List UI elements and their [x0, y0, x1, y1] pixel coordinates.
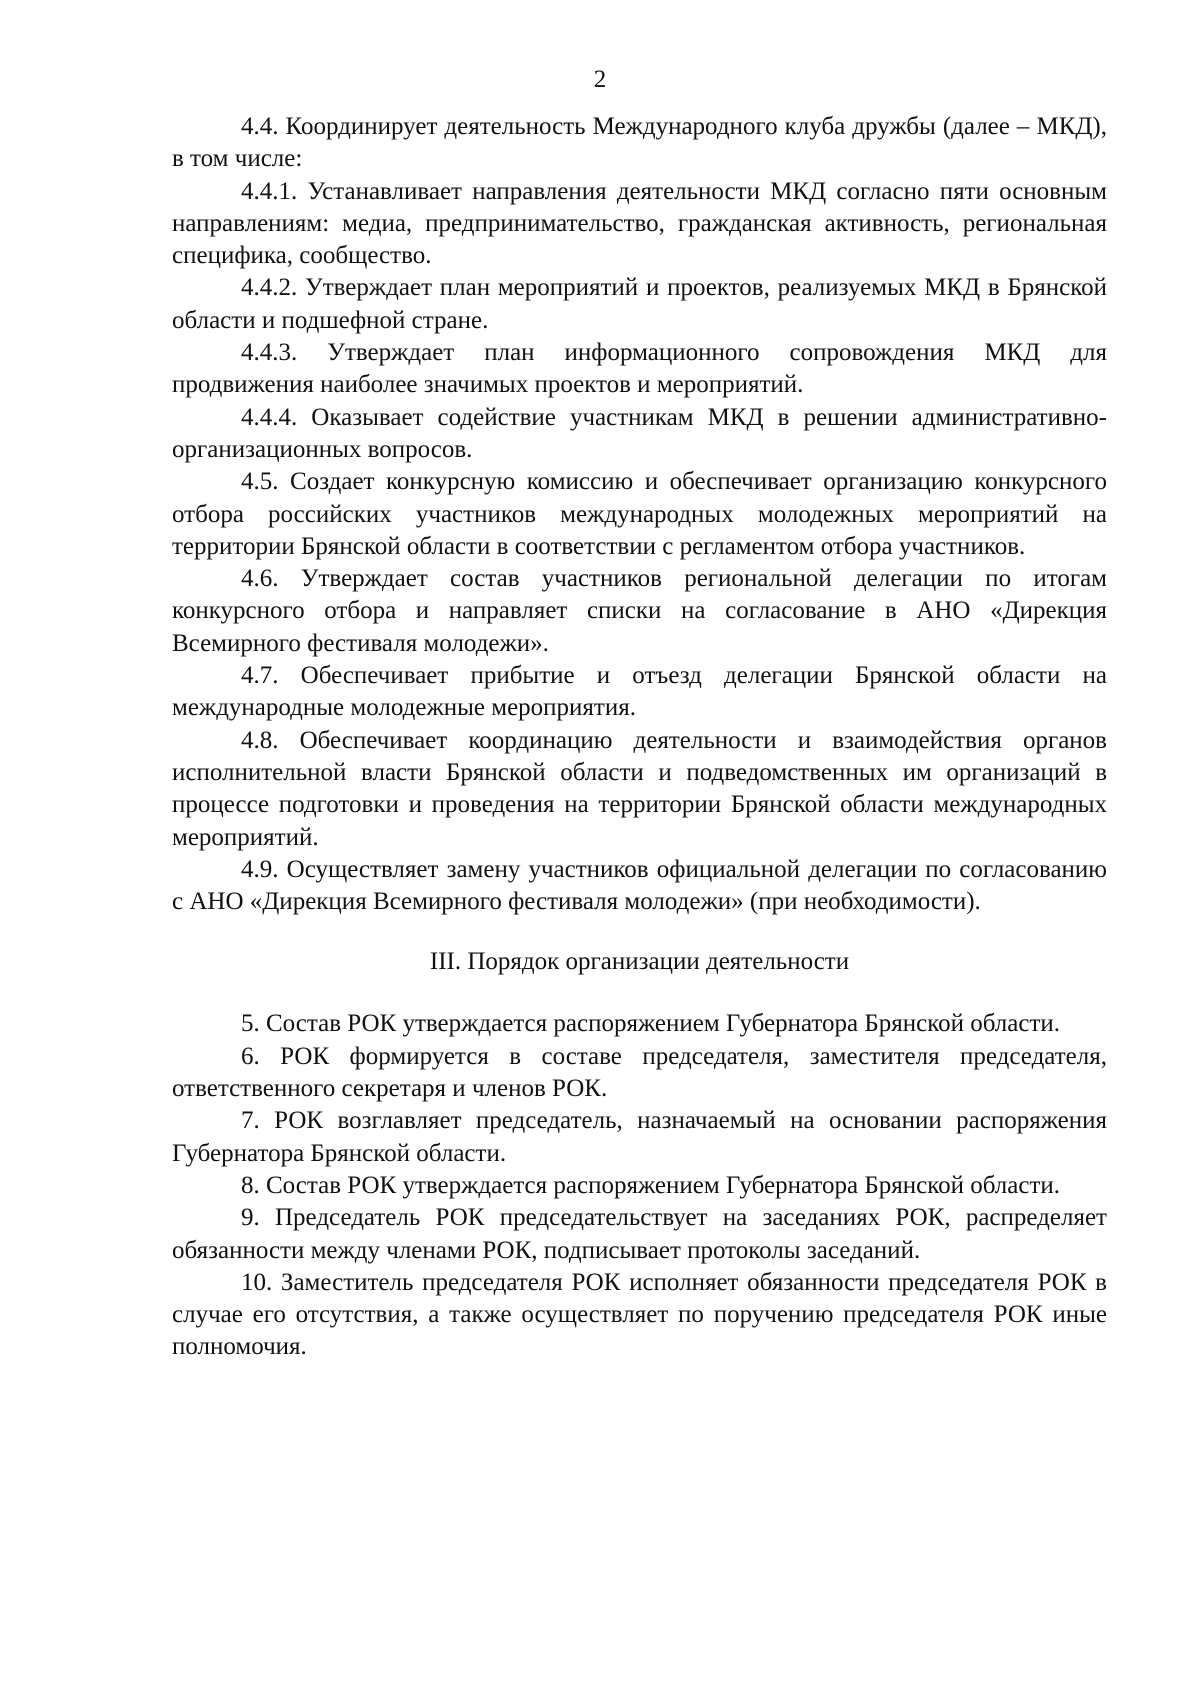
paragraph-4-9: 4.9. Осуществляет замену участников официальной делегации по согласованию с АНО «Дирекция Всемирного фестиваля молодежи» (при необходимости). — [172, 855, 1107, 916]
paragraph-4-4-2: 4.4.2. Утверждает план мероприятий и проектов, реализуемых МКД в Брянской области и подшефной стране. — [172, 274, 1107, 334]
paragraph-6: 6. РОК формируется в составе председателя, заместителя председателя, ответственного секретаря и членов РОК. — [172, 1042, 1107, 1103]
section-heading: III. Порядок организации деятельности — [429, 948, 850, 976]
paragraph-8: 8. Состав РОК утверждается распоряжением Губернатора Брянской области. — [241, 1171, 1061, 1199]
paragraph-4-6: 4.6. Утверждает состав участников региональной делегации по итогам конкурсного отбора и направляет списки на согласование в АНО «Дирекция Всемирного фестиваля молодежи». — [172, 565, 1107, 657]
page-number: 2 — [593, 66, 607, 93]
paragraph-4-4: 4.4. Координирует деятельность Международного клуба дружбы (далее – МКД), в том числе: — [172, 113, 1107, 173]
paragraph-4-5: 4.5. Создает конкурсную комиссию и обеспечивает организацию конкурсного отбора российских участников международных молодежных мероприятий на территории Брянской области в соответствии с регламентом отбора участников. — [172, 468, 1107, 560]
paragraph-4-4-3: 4.4.3. Утверждает план информационного сопровождения МКД для продвижения наиболее значимых проектов и мероприятий. — [172, 339, 1107, 399]
paragraph-7: 7. РОК возглавляет председатель, назначаемый на основании распоряжения Губернатора Брянской области. — [172, 1107, 1107, 1167]
document-body — [172, 111, 1107, 1364]
paragraph-4-4-1: 4.4.1. Устанавливает направления деятельности МКД согласно пяти основным направлениям: медиа, предпринимательство, гражданская активность, региональная специфика, сообщество. — [172, 177, 1107, 270]
paragraph-4-4-4: 4.4.4. Оказывает содействие участникам МКД в решении административно-организационных вопросов. — [172, 403, 1107, 463]
paragraph-5: 5. Состав РОК утверждается распоряжением Губернатора Брянской области. — [241, 1010, 1061, 1038]
paragraph-10: 10. Заместитель председателя РОК исполняет обязанности председателя РОК в случае его отсутствия, а также осуществляет по поручению председателя РОК иные полномочия. — [172, 1268, 1107, 1361]
paragraph-4-7: 4.7. Обеспечивает прибытие и отъезд делегации Брянской области на международные молодежные мероприятия. — [172, 662, 1107, 722]
paragraph-9: 9. Председатель РОК председательствует на заседаниях РОК, распределяет обязанности между членами РОК, подписывает протоколы заседаний. — [172, 1204, 1107, 1264]
paragraph-4-8: 4.8. Обеспечивает координацию деятельности и взаимодействия органов исполнительной власти Брянской области и подведомственных им организаций в процессе подготовки и проведения на территории Брянской области международных мероприятий. — [172, 726, 1107, 851]
